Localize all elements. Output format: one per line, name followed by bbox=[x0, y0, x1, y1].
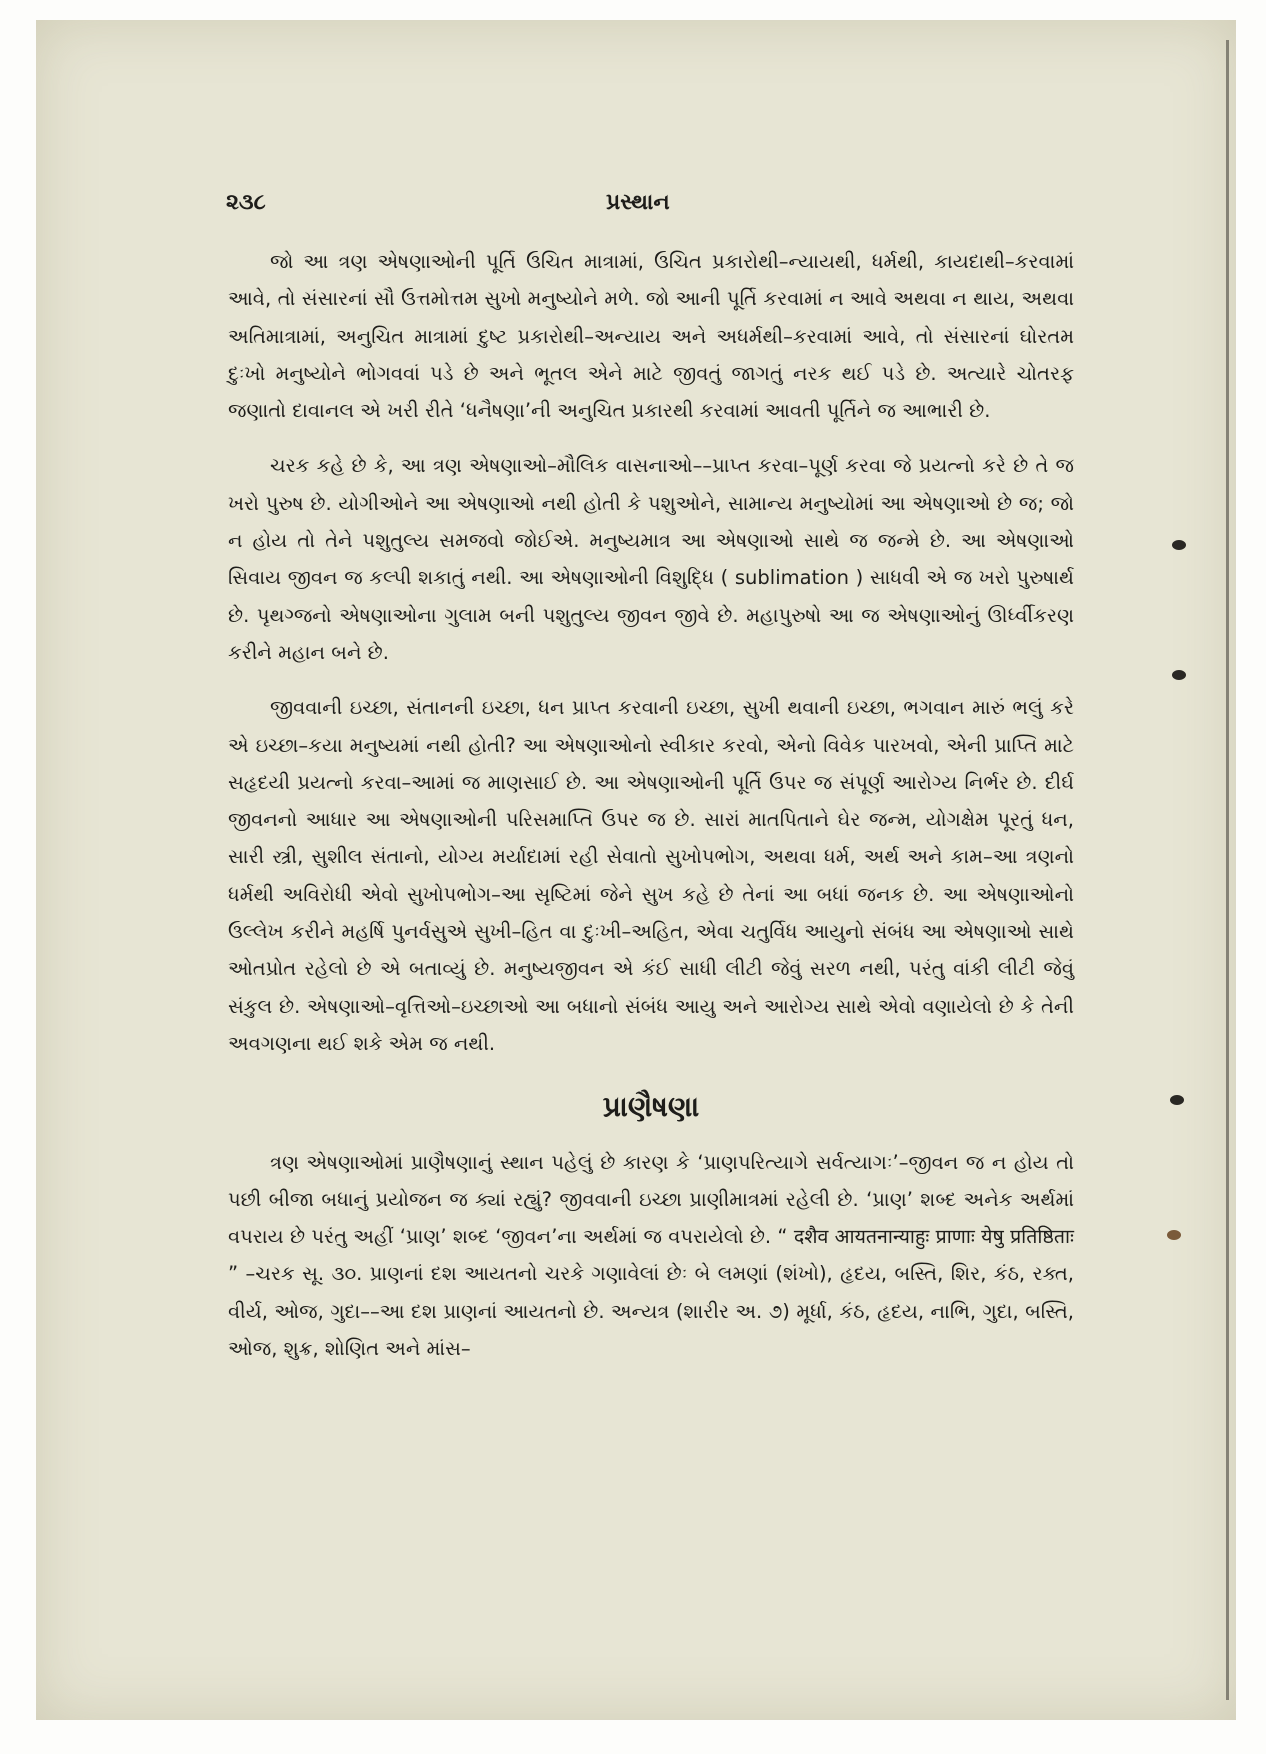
page-body bbox=[228, 243, 1074, 1367]
paper-edge bbox=[1226, 40, 1229, 1700]
paragraph: ચરક કહે છે કે, આ ત્રણ એષણાઓ–મૌલિક વાસનાઓ––પ્રાપ્ત કરવા–પૂર્ણ કરવા જે પ્રયત્નો કરે છે તે જ ખરો પુરુષ છે. યોગીઓને આ એષણાઓ નથી હોતી કે પશુઓને, સામાન્ય મનુષ્યોમાં આ એષણાઓ છે જ; જો ન હોય તો તેને પશુતુલ્ય સમજવો જોઈએ. મનુષ્યમાત્ર આ એષણાઓ સાથે જ જન્મે છે. આ એષણાઓ સિવાય જીવન જ કલ્પી શકાતું નથી. આ એષણાઓની વિશુદ્ધિ ( sublimation ) સાધવી એ જ ખરો પુરુષાર્થ છે. પૃથગ્જનો એષણાઓના ગુલામ બની પશુતુલ્ય જીવન જીવે છે. મહાપુરુષો આ જ એષણાઓનું ઊર્ધ્વીકરણ કરીને મહાન બને છે. bbox=[228, 454, 1074, 664]
binding-hole bbox=[1170, 1095, 1184, 1105]
section-heading: પ્રાણૈષણા bbox=[602, 1090, 700, 1124]
binding-hole bbox=[1172, 670, 1186, 680]
running-title: પ્રસ્થાન bbox=[606, 190, 670, 215]
paragraph: ત્રણ એષણાઓમાં પ્રાણૈષણાનું સ્થાન પહેલું છે કારણ કે ‘પ્રાણપરિત્યાગે સર્વત્યાગઃ’–જીવન જ ન હોય તો પછી બીજા બધાનું પ્રયોજન જ ક્યાં રહ્યું? જીવવાની ઇચ્છા પ્રાણીમાત્રમાં રહેલી છે. ‘પ્રાણ’ શબ્દ અનેક અર્થમાં વપરાય છે પરંતુ અહીં ‘પ્રાણ’ શબ્દ ‘જીવન’ના અર્થમાં જ વપરાયેલો છે. “ दशैव आयतनान्याहुः प्राणाः येषु प्रतिष्ठिताः ” –ચરક સૂ. ૩૦. પ્રાણનાં દશ આયતનો ચરકે ગણાવેલાં છેઃ બે લમણાં (શંખો), હૃદય, બસ્તિ, શિર, કંઠ, રક્ત, વીર્ય, ઓજ, ગુદા––આ દશ પ્રાણનાં આયતનો છે. અન્યત્ર (શારીર અ. ૭) મૂર્ધા, કંઠ, હૃદય, નાભિ, ગુદા, બસ્તિ, ઓજ, શુક્ર, શોણિત અને માંસ– bbox=[228, 1150, 1074, 1361]
paragraph: જીવવાની ઇચ્છા, સંતાનની ઇચ્છા, ધન પ્રાપ્ત કરવાની ઇચ્છા, સુખી થવાની ઇચ્છા, ભગવાન મારું ભલું કરે એ ઇચ્છા–કયા મનુષ્યમાં નથી હોતી? આ એષણાઓનો સ્વીકાર કરવો, એનો વિવેક પારખવો, એની પ્રાપ્તિ માટે સહૃદયી પ્રયત્નો કરવા–આમાં જ માણસાઈ છે. આ એષણાઓની પૂર્તિ ઉપર જ સંપૂર્ણ આરોગ્ય નિર્ભર છે. દીર્ઘ જીવનનો આધાર આ એષણાઓની પરિસમાપ્તિ ઉપર જ છે. સારાં માતપિતાને ઘેર જન્મ, યોગક્ષેમ પૂરતું ધન, સારી સ્ત્રી, સુશીલ સંતાનો, યોગ્ય મર્યાદામાં રહી સેવાતો સુખોપભોગ, અથવા ધર્મ, અર્થ અને કામ–આ ત્રણનો ધર્મથી અવિરોધી એવો સુખોપભોગ–આ સૃષ્ટિમાં જેને સુખ કહે છે તેનાં આ બધાં જનક છે. આ એષણાઓનો ઉલ્લેખ કરીને મહર્ષિ પુનર્વસુએ સુખી–હિત વા દુઃખી–અહિત, એવા ચતુર્વિધ આયુનો સંબંધ આ એષણાઓ સાથે ઓતપ્રોત રહેલો છે એ બતાવ્યું છે. મનુષ્યજીવન એ કંઈ સાધી લીટી જેવું સરળ નથી, પરંતુ વાંકી લીટી જેવું સંકુલ છે. એષણાઓ–વૃત્તિઓ–ઇચ્છાઓ આ બધાનો સંબંધ આયુ અને આરોગ્ય સાથે એવો વણાયેલો છે કે તેની અવગણના થઈ શકે એમ જ નથી. bbox=[228, 696, 1074, 1055]
binding-hole bbox=[1172, 540, 1186, 550]
paragraph: જો આ ત્રણ એષણાઓની પૂર્તિ ઉચિત માત્રામાં, ઉચિત પ્રકારોથી–ન્યાયથી, ધર્મથી, કાયદાથી–કરવામાં આવે, તો સંસારનાં સૌ ઉત્તમોત્તમ સુખો મનુષ્યોને મળે. જો આની પૂર્તિ કરવામાં ન આવે અથવા ન થાય, અથવા અતિમાત્રામાં, અનુચિત માત્રામાં દુષ્ટ પ્રકારોથી–અન્યાય અને અધર્મથી–કરવામાં આવે, તો સંસારનાં ઘોરતમ દુઃખો મનુષ્યોને ભોગવવાં પડે છે અને ભૂતલ એને માટે જીવતું જાગતું નરક થઈ પડે છે. અત્યારે ચોતરફ જણાતો દાવાનલ એ ખરી રીતે ‘ધનૈષણા’ની અનુચિત પ્રકારથી કરવામાં આવતી પૂર્તિને જ આભારી છે. bbox=[228, 250, 1074, 423]
binding-hole bbox=[1167, 1230, 1181, 1240]
page-number: ૨૩૮ bbox=[226, 190, 266, 215]
